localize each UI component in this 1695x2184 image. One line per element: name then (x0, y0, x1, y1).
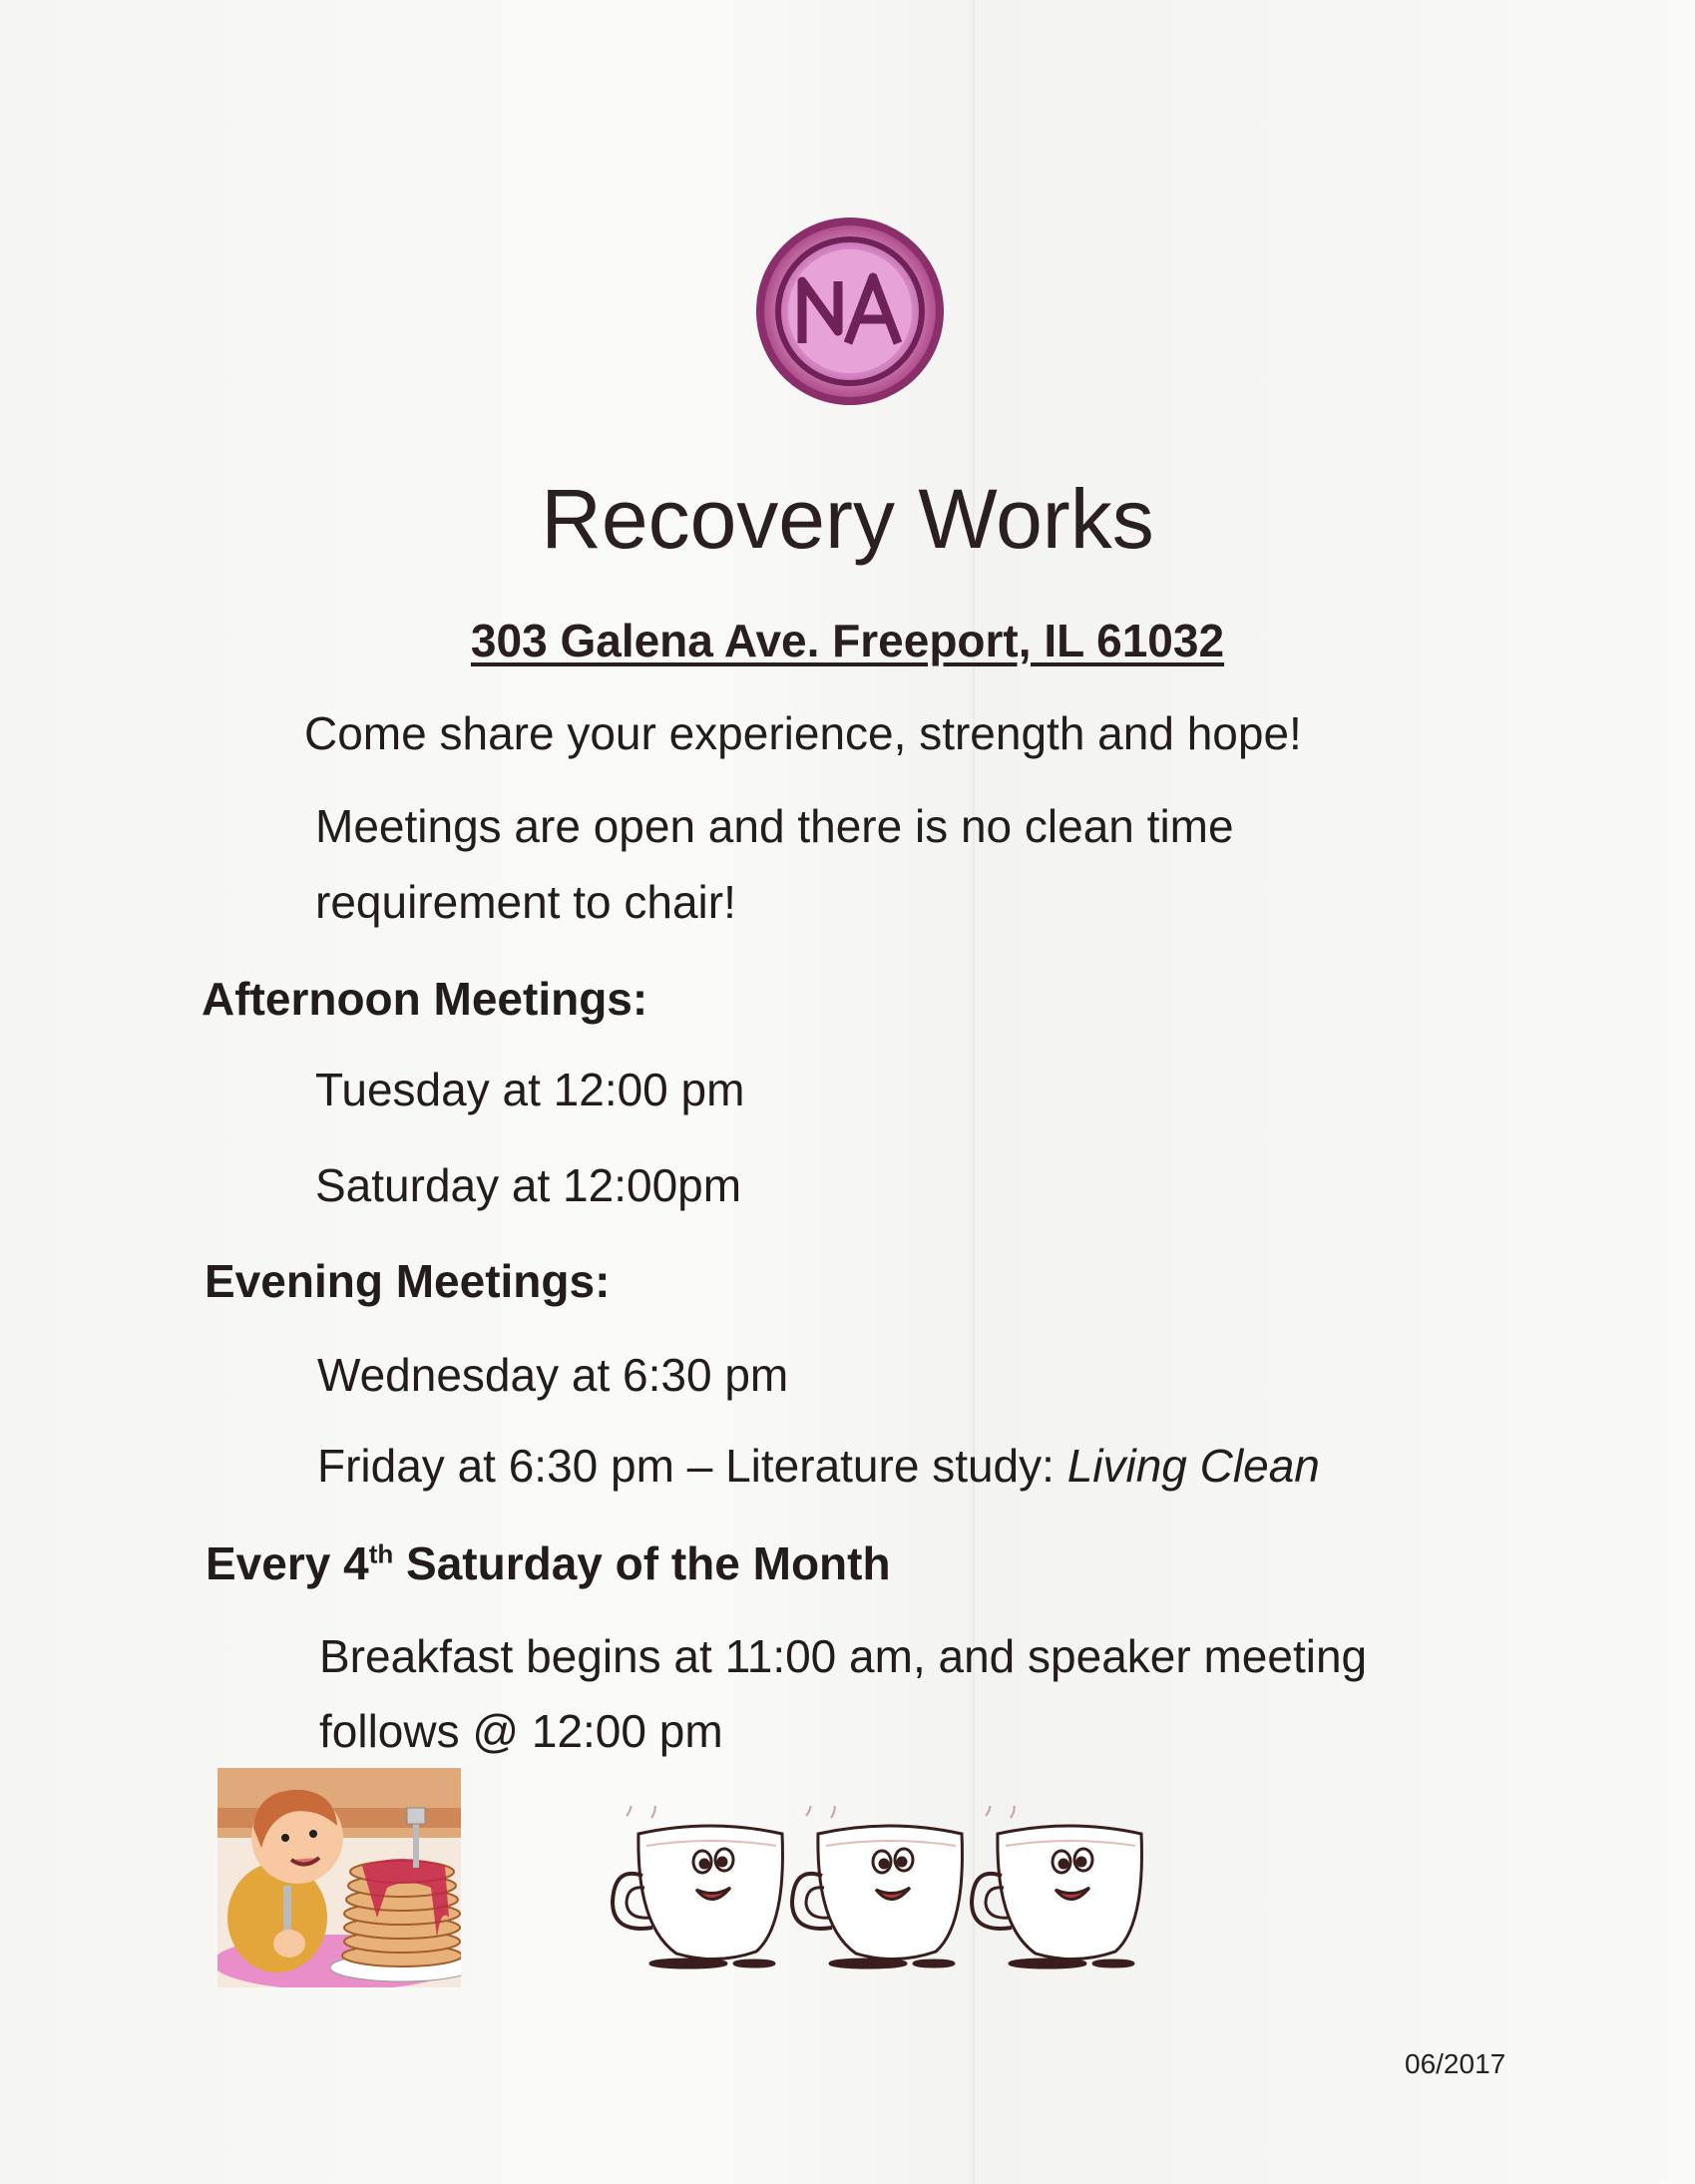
afternoon-heading: Afternoon Meetings: (202, 973, 648, 1025)
footer-date: 06/2017 (1405, 2048, 1506, 2079)
heading-suffix: Saturday of the Month (393, 1537, 891, 1589)
evening-item-friday (317, 1438, 1320, 1494)
friday-book-title: Living Clean (1066, 1440, 1320, 1492)
open-note-line-2: requirement to chair! (315, 876, 736, 928)
heading-sup: th (368, 1538, 394, 1569)
page-title: Recovery Works (541, 472, 1154, 566)
evening-heading: Evening Meetings: (205, 1255, 611, 1307)
afternoon-item-tuesday: Tuesday at 12:00 pm (315, 1064, 745, 1115)
intro-text: Come share your experience, strength and hope! (304, 707, 1302, 759)
heading-prefix: Every 4 (206, 1537, 369, 1589)
child-with-pancakes-icon (217, 1768, 469, 1987)
friday-text: Friday at 6:30 pm – Literature study: (317, 1440, 1067, 1492)
smiling-coffee-cups-icon (607, 1806, 1165, 1975)
na-logo-icon (750, 212, 950, 411)
breakfast-line-1: Breakfast begins at 11:00 am, and speaker meeting (319, 1630, 1368, 1682)
afternoon-item-saturday: Saturday at 12:00pm (315, 1159, 742, 1211)
open-note-line-1: Meetings are open and there is no clean time (315, 800, 1234, 852)
address: 303 Galena Ave. Freeport, IL 61032 (470, 615, 1225, 666)
fourth-saturday-heading (206, 1535, 891, 1591)
breakfast-line-2: follows @ 12:00 pm (319, 1705, 723, 1757)
evening-item-wednesday: Wednesday at 6:30 pm (317, 1349, 789, 1401)
